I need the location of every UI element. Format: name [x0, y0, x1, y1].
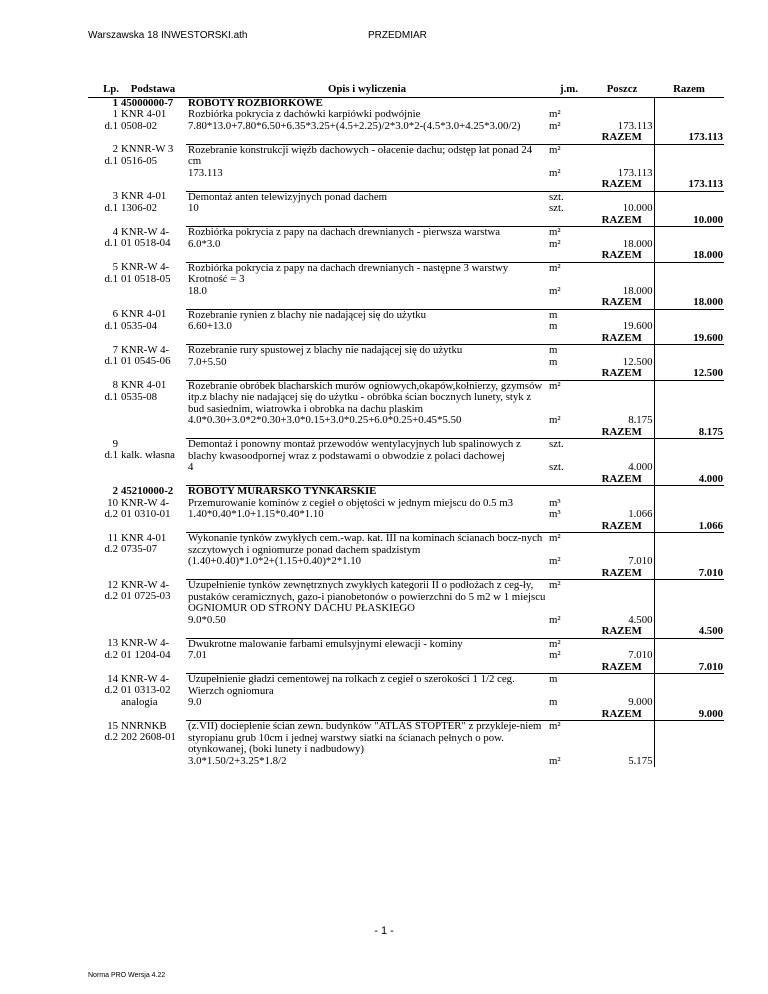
item-lp: 4 d.1 [104, 226, 118, 249]
empty-cell [654, 203, 724, 215]
item-calculation: 4.0*0.30+3.0*2*0.30+3.0*0.15+3.0*0.25+6.0*0.25+0.45*5.50 [188, 415, 462, 426]
item-row [88, 345, 724, 357]
item-razem: 19.600 [654, 333, 724, 345]
item-description: Rozebranie konstrukcji więźb dachowych - ołacenie dachu; odstęp łat ponad 24 cm [188, 144, 533, 167]
razem-label: RAZEM [590, 250, 654, 262]
empty-cell [654, 262, 724, 286]
item-podstawa: KNNR-W 3 0516-05 [121, 144, 174, 167]
section-code: 45000000-7 [121, 97, 174, 109]
empty-cell [654, 239, 724, 251]
empty-cell [186, 709, 548, 721]
item-lp: 5 d.1 [104, 262, 118, 285]
item-calc-unit: m² [549, 755, 561, 767]
col-podstawa: Podstawa [120, 82, 186, 97]
col-opis: Opis i wyliczenia [186, 82, 548, 97]
item-description: Uzupełnienie tynków zewnętrznych zwykłych kategorii II o podłożach z ceg-ły, pustaków ceramicznych, gazo-i pianobetonów o powierzchni do 5 m2 w 1 miejscu OGNIOMUR OD STRONY DACHU PŁASKIEGO [188, 579, 546, 614]
item-calculation: 18.0 [188, 285, 207, 297]
empty-cell [186, 132, 548, 144]
empty-cell [590, 227, 654, 239]
empty-cell [186, 568, 548, 580]
item-razem: 10.000 [654, 215, 724, 227]
header-row [88, 82, 724, 97]
empty-cell [548, 626, 590, 638]
razem-label: RAZEM [590, 427, 654, 439]
section-row [88, 97, 724, 109]
item-podstawa: KNR-W 4- 01 0545-06 [121, 344, 171, 367]
item-calculation: 7.80*13.0+7.80*6.50+6.35*3.25+(4.5+2.25)/2*3.0*2-(4.5*3.0+4.25*3.00/2) [188, 120, 521, 132]
item-podstawa: KNR-W 4- 01 0313-02 analogia [121, 673, 171, 708]
empty-cell [548, 215, 590, 227]
item-lp: 13 d.2 [104, 638, 118, 661]
empty-cell [548, 250, 590, 262]
item-razem: 4.000 [654, 474, 724, 486]
empty-cell [186, 297, 548, 309]
item-calc-unit: m [549, 356, 558, 368]
item-podstawa: KNR 4-01 0535-08 [121, 380, 167, 403]
item-podstawa: KNR-W 4- 01 1204-04 [121, 638, 171, 661]
empty-cell [654, 357, 724, 369]
razem-label: RAZEM [590, 626, 654, 638]
item-unit: m³ [549, 497, 561, 509]
item-unit: m² [549, 262, 561, 274]
item-unit: m² [549, 579, 561, 591]
item-calc-unit: szt. [549, 462, 564, 473]
empty-cell [654, 227, 724, 239]
item-lp: 11 d.2 [104, 532, 118, 555]
col-jm: j.m. [548, 82, 590, 97]
empty-cell [548, 568, 590, 580]
item-row [88, 262, 724, 286]
razem-label: RAZEM [590, 333, 654, 345]
col-lp: Lp. [88, 82, 120, 97]
page-number: - 1 - [374, 925, 394, 937]
item-calc-unit: m² [549, 120, 561, 132]
item-poszcz: 18.000 [590, 239, 654, 251]
item-unit: szt. [549, 191, 564, 203]
empty-cell [654, 498, 724, 510]
item-lp: 15 d.2 [104, 720, 118, 743]
item-unit: m [549, 309, 558, 321]
item-calculation: 6.0*3.0 [188, 238, 221, 250]
empty-cell [590, 109, 654, 121]
empty-cell [654, 697, 724, 709]
item-calc-unit: m² [549, 650, 561, 661]
empty-cell [654, 615, 724, 627]
empty-cell [590, 533, 654, 557]
item-calc-unit: m³ [549, 509, 561, 520]
item-lp: 3 d.1 [104, 191, 118, 214]
razem-label: RAZEM [590, 297, 654, 309]
item-razem: 173.113 [654, 132, 724, 144]
item-podstawa: KNR 4-01 0735-07 [121, 532, 167, 555]
empty-cell [590, 262, 654, 286]
item-calc-unit: m² [549, 556, 561, 567]
item-podstawa: KNR 4-01 0535-04 [121, 309, 167, 332]
empty-cell [548, 474, 590, 486]
item-description: Wykonanie tynków zwykłych cem.-wap. kat. III na kominach ścianach bocz-nych szczytowych i ogniomurze ponad dachem spadzistym [188, 532, 543, 556]
item-razem: 173.113 [654, 179, 724, 191]
item-razem: 7.010 [654, 568, 724, 580]
empty-cell [186, 427, 548, 439]
empty-cell [590, 638, 654, 650]
empty-cell [654, 286, 724, 298]
item-unit: m² [549, 109, 561, 120]
empty-cell [654, 415, 724, 427]
item-lp: 8 d.1 [104, 380, 118, 403]
empty-cell [186, 333, 548, 345]
empty-cell [590, 580, 654, 615]
razem-label: RAZEM [590, 709, 654, 721]
item-calculation: 1.40*0.40*1.0+1.15*0.40*1.10 [188, 509, 324, 520]
item-row [88, 580, 724, 615]
item-calculation: 9.0*0.50 [188, 614, 226, 626]
item-calculation: 7.0+5.50 [188, 356, 227, 368]
item-calculation: 173.113 [188, 167, 223, 179]
item-description: Rozbiórka pokrycia z dachówki karpiówki podwójnie [188, 109, 421, 120]
item-razem: 9.000 [654, 709, 724, 721]
empty-cell [654, 650, 724, 662]
file-name: Warszawska 18 INWESTORSKI.ath [88, 30, 248, 41]
item-lp: 10 d.2 [104, 497, 118, 520]
empty-cell [590, 97, 654, 109]
empty-cell [590, 498, 654, 510]
item-description: (z.VII) docieplenie ścian zewn. budynków "ATLAS STOPTER" z przykleje-niem styropianu grub 10cm i jednej warstwy siatki na ścianach pełnych o pow. otynkowanej, (boki lunety i nadbudowy) [188, 720, 542, 755]
section-title: ROBOTY MURARSKO TYNKARSKIE [188, 485, 377, 497]
razem-label: RAZEM [590, 521, 654, 533]
razem-label: RAZEM [590, 474, 654, 486]
empty-cell [186, 521, 548, 533]
item-description: Rozbiórka pokrycia z papy na dachach drewnianych - pierwsza warstwa [188, 226, 501, 238]
item-calc-unit: m² [549, 285, 561, 297]
item-lp: 9 d.1 [104, 438, 118, 461]
empty-cell [654, 144, 724, 168]
item-row [88, 144, 724, 168]
item-description: Demontaż i ponowny montaż przewodów wentylacyjnych lub spalinowych z blachy kwasoodpornej wraz z podstawami o obwodzie z polaci dachowej [188, 438, 521, 462]
empty-cell [186, 626, 548, 638]
item-row [88, 227, 724, 239]
empty-cell [548, 179, 590, 191]
empty-cell [186, 474, 548, 486]
empty-cell [548, 368, 590, 380]
item-calc-unit: m² [549, 415, 561, 426]
empty-cell [654, 556, 724, 568]
item-calc-unit: m [549, 321, 558, 332]
empty-cell [186, 179, 548, 191]
section-number: 1 [112, 97, 118, 109]
item-description: Przemurowanie kominów z cegieł o objętości w jednym miejscu do 0.5 m3 [188, 497, 514, 509]
item-description: Demontaż anten telewizyjnych ponad dachem [188, 191, 388, 203]
empty-cell [654, 756, 724, 768]
item-razem: 1.066 [654, 521, 724, 533]
item-lp: 6 d.1 [104, 309, 118, 332]
item-unit: m² [549, 532, 561, 544]
item-poszcz: 12.500 [590, 357, 654, 369]
item-description: Rozebranie obróbek blacharskich murów ogniowych,okapów,kołnierzy, gzymsów itp.z blachy nie nadającej się do użytku - obróbka ścian bocznych lunety, styk z bud sasiednim, wiatrowka i obrobka na dachu plaskim [188, 380, 543, 415]
empty-cell [654, 345, 724, 357]
empty-cell [654, 580, 724, 615]
empty-cell [590, 345, 654, 357]
empty-cell [654, 509, 724, 521]
item-podstawa: NNRNKB 202 2608-01 [121, 720, 176, 743]
empty-cell [654, 121, 724, 133]
razem-label: RAZEM [590, 662, 654, 674]
item-calculation: (1.40+0.40)*1.0*2+(1.15+0.40)*2*1.10 [188, 556, 362, 567]
item-row [88, 191, 724, 203]
section-row [88, 486, 724, 498]
empty-cell [654, 168, 724, 180]
item-row [88, 674, 724, 698]
item-poszcz: 4.500 [590, 615, 654, 627]
item-calculation: 6.60+13.0 [188, 321, 232, 332]
item-unit: m² [549, 720, 561, 732]
item-row [88, 309, 724, 321]
empty-cell [654, 674, 724, 698]
item-poszcz: 10.000 [590, 203, 654, 215]
razem-label: RAZEM [590, 568, 654, 580]
empty-cell [590, 309, 654, 321]
empty-cell [654, 486, 724, 498]
empty-cell [590, 439, 654, 463]
empty-cell [590, 674, 654, 698]
item-unit: m [549, 344, 558, 356]
item-podstawa: kalk. własna [121, 449, 175, 461]
item-description: Uzupełnienie gładzi cementowej na rolkach z cegieł o szerokości 1 1/2 ceg. Wierzch ogniomura [188, 673, 515, 697]
item-row [88, 439, 724, 463]
empty-cell [654, 439, 724, 463]
item-razem: 12.500 [654, 368, 724, 380]
item-calculation: 3.0*1.50/2+3.25*1.8/2 [188, 755, 287, 767]
item-calculation: 10 [188, 203, 199, 214]
item-row [88, 638, 724, 650]
item-calc-unit: m² [549, 238, 561, 250]
section-code: 45210000-2 [121, 485, 174, 497]
item-row [88, 380, 724, 415]
empty-cell [548, 709, 590, 721]
empty-cell [548, 427, 590, 439]
item-unit: m [549, 673, 558, 685]
item-podstawa: KNR-W 4- 01 0725-03 [121, 579, 171, 602]
item-description: Rozebranie rury spustowej z blachy nie nadającej się do użytku [188, 344, 463, 356]
item-podstawa: KNR-W 4- 01 0518-04 [121, 226, 171, 249]
item-calculation: 7.01 [188, 650, 207, 661]
empty-cell [186, 215, 548, 227]
item-lp: 7 d.1 [104, 344, 118, 367]
item-calculation: 4 [188, 462, 194, 473]
item-poszcz: 7.010 [590, 556, 654, 568]
item-poszcz: 8.175 [590, 415, 654, 427]
item-razem: 18.000 [654, 250, 724, 262]
empty-cell [590, 380, 654, 415]
cost-estimate-table-container [88, 82, 724, 767]
section-title: ROBOTY ROZBIÓRKOWE [188, 97, 323, 109]
item-unit: m² [549, 380, 561, 392]
item-poszcz: 173.113 [590, 121, 654, 133]
empty-cell [654, 97, 724, 109]
empty-cell [654, 638, 724, 650]
empty-cell [186, 368, 548, 380]
item-unit: m² [549, 144, 561, 156]
item-poszcz: 18.000 [590, 286, 654, 298]
empty-cell [654, 321, 724, 333]
col-razem: Razem [654, 82, 724, 97]
razem-label: RAZEM [590, 368, 654, 380]
col-poszcz: Poszcz [590, 82, 654, 97]
item-unit: szt. [549, 438, 564, 450]
empty-cell [548, 297, 590, 309]
item-calculation: 9.0 [188, 697, 202, 708]
empty-cell [590, 144, 654, 168]
item-poszcz: 5.175 [590, 756, 654, 768]
razem-label: RAZEM [590, 179, 654, 191]
document-type: PRZEDMIAR [368, 30, 427, 41]
item-row [88, 109, 724, 121]
empty-cell [548, 521, 590, 533]
razem-label: RAZEM [590, 215, 654, 227]
item-razem: 8.175 [654, 427, 724, 439]
empty-cell [548, 97, 590, 109]
item-poszcz: 19.600 [590, 321, 654, 333]
empty-cell [548, 486, 590, 498]
empty-cell [548, 333, 590, 345]
empty-cell [654, 462, 724, 474]
empty-cell [590, 721, 654, 756]
item-poszcz: 7.010 [590, 650, 654, 662]
item-podstawa: KNR-W 4- 01 0310-01 [121, 497, 171, 520]
item-calc-unit: m² [549, 167, 561, 179]
item-row [88, 721, 724, 756]
cost-estimate-table [88, 82, 724, 767]
item-razem: 18.000 [654, 297, 724, 309]
item-lp: 14 d.2 [104, 673, 118, 696]
item-podstawa: KNR 4-01 1306-02 [121, 191, 167, 214]
item-poszcz: 1.066 [590, 509, 654, 521]
item-poszcz: 173.113 [590, 168, 654, 180]
item-razem: 4.500 [654, 626, 724, 638]
empty-cell [654, 109, 724, 121]
item-unit: m² [549, 226, 561, 238]
table-body [88, 97, 724, 767]
item-podstawa: KNR 4-01 0508-02 [121, 109, 167, 132]
empty-cell [654, 191, 724, 203]
empty-cell [186, 662, 548, 674]
item-description: Rozbiórka pokrycia z papy na dachach drewnianych - następne 3 warstwy Krotność = 3 [188, 262, 509, 285]
empty-cell [654, 380, 724, 415]
item-podstawa: KNR-W 4- 01 0518-05 [121, 262, 171, 285]
item-description: Rozebranie rynien z blachy nie nadającej się do użytku [188, 309, 427, 321]
item-unit: m² [549, 638, 561, 650]
item-row [88, 533, 724, 557]
software-version: Norma PRO Wersja 4.22 [88, 972, 166, 979]
empty-cell [548, 662, 590, 674]
item-poszcz: 4.000 [590, 462, 654, 474]
item-row [88, 498, 724, 510]
section-number: 2 [112, 485, 118, 497]
item-calc-unit: m² [549, 614, 561, 626]
item-calc-unit: szt. [549, 203, 564, 214]
item-lp: 2 d.1 [104, 144, 118, 167]
item-lp: 12 d.2 [104, 579, 118, 602]
empty-cell [654, 721, 724, 756]
empty-cell [590, 486, 654, 498]
empty-cell [548, 132, 590, 144]
item-description: Dwukrotne malowanie farbami emulsyjnymi elewacji - kominy [188, 638, 463, 650]
empty-cell [186, 250, 548, 262]
empty-cell [654, 533, 724, 557]
razem-label: RAZEM [590, 132, 654, 144]
empty-cell [654, 309, 724, 321]
item-calc-unit: m [549, 697, 558, 708]
item-poszcz: 9.000 [590, 697, 654, 709]
empty-cell [590, 191, 654, 203]
item-lp: 1 d.1 [104, 109, 118, 132]
item-razem: 7.010 [654, 662, 724, 674]
